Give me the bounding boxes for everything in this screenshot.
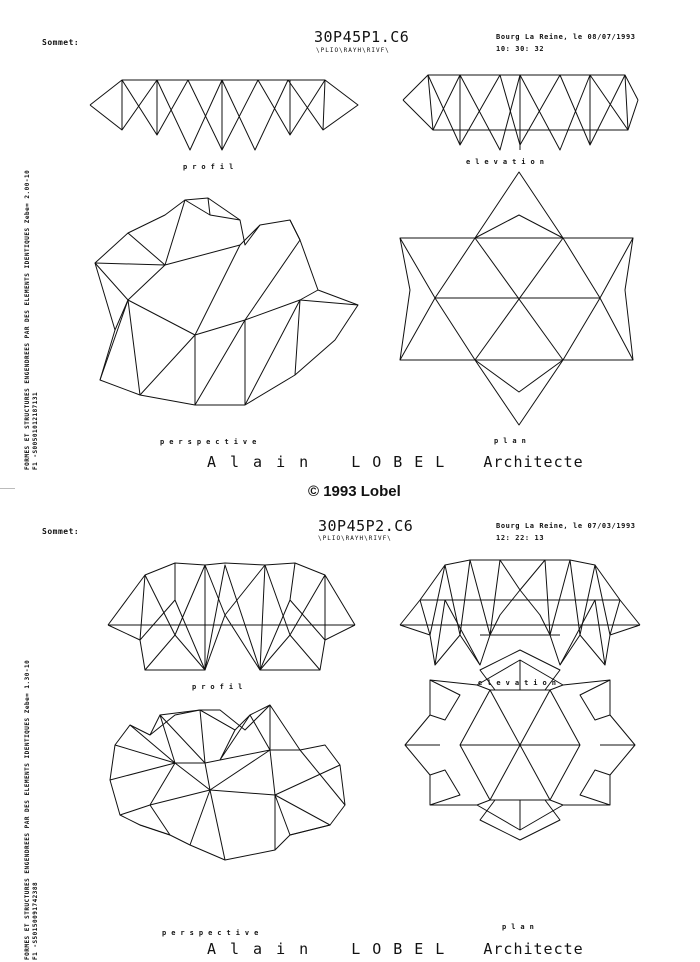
drawing-date: Bourg La Reine, le 07/03/1993 <box>496 522 636 530</box>
sidebar-code: F1 -S00501012187131 <box>32 391 39 470</box>
label-elevation: elevation <box>466 158 549 166</box>
label-plan: plan <box>494 437 531 445</box>
drawing-time: 10: 30: 32 <box>496 45 545 53</box>
drawing-sheet-2 <box>0 505 700 962</box>
sommet-label: Sommet: <box>42 527 80 536</box>
label-plan: plan <box>502 923 539 931</box>
sidebar-code: F1 -S50150091742388 <box>32 881 39 960</box>
architect-credit <box>207 453 584 471</box>
sommet-label: Sommet: <box>42 38 80 47</box>
copyright-notice: © 1993 Lobel <box>308 483 401 500</box>
label-profil: profil <box>183 163 239 171</box>
architect-last-name: LOBEL <box>351 453 457 471</box>
architect-role: Architecte <box>483 453 584 471</box>
label-perspective: perspective <box>160 438 262 446</box>
architect-last-name: LOBEL <box>351 940 457 958</box>
architect-first-name: Alain <box>207 940 323 958</box>
drawing-time: 12: 22: 13 <box>496 534 545 542</box>
architect-first-name: Alain <box>207 453 323 471</box>
drawing-title: 30P45P2.C6 <box>318 517 414 535</box>
architect-role: Architecte <box>483 940 584 958</box>
plan-drawing <box>0 505 700 962</box>
sidebar-text: FORMES ET STRUCTURES ENGENDREES PAR DES ELEMENTS IDENTIQUES Zebe= 1.30-10 <box>24 659 31 960</box>
drawing-path: \PLIO\RAYH\RIVF\ <box>318 535 392 542</box>
sidebar-text: FORMES ET STRUCTURES ENGENDREES PAR DES ELEMENTS IDENTIQUES Zebe= 2.00-10 <box>24 169 31 470</box>
label-elevation: elevation <box>478 679 561 687</box>
divider <box>0 488 15 489</box>
drawing-date: Bourg La Reine, le 08/07/1993 <box>496 33 636 41</box>
drawing-title: 30P45P1.C6 <box>314 28 410 46</box>
plan-drawing <box>0 0 700 478</box>
label-perspective: perspective <box>162 929 264 937</box>
label-profil: profil <box>192 683 248 691</box>
architect-credit <box>207 940 584 958</box>
drawing-path: \PLIO\RAYH\RIVF\ <box>316 47 390 54</box>
